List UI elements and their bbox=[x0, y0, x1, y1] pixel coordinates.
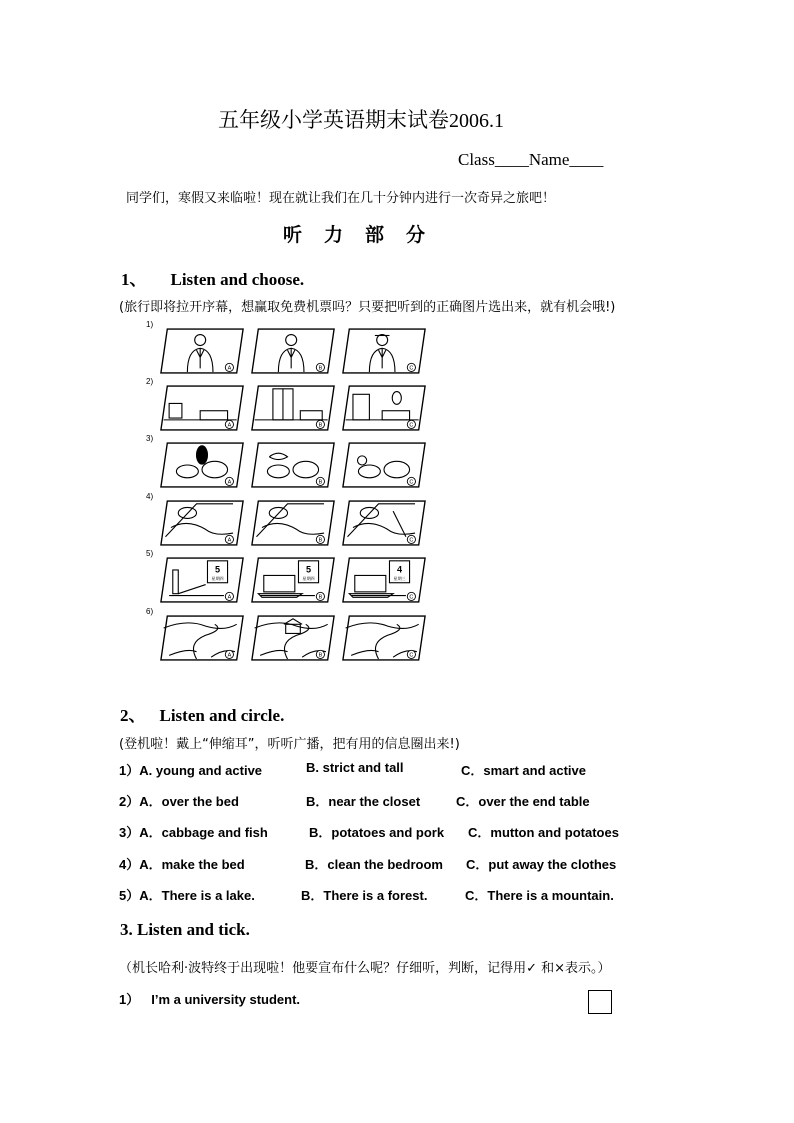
option-letter: A bbox=[227, 652, 232, 659]
section2-title: Listen and circle. bbox=[159, 706, 285, 725]
section2-instruction: (登机啦！戴上“伸缩耳”，听听广播，把有用的信息圈出来!) bbox=[119, 737, 460, 752]
option-c[interactable]: C．put away the clothes bbox=[466, 857, 617, 872]
picture-option-b[interactable] bbox=[251, 613, 335, 663]
picture-row-number: 6) bbox=[146, 607, 154, 616]
picture-option-b[interactable] bbox=[251, 440, 335, 490]
option-b[interactable]: B．clean the bedroom bbox=[305, 857, 443, 872]
tick-item-1 bbox=[119, 989, 300, 1008]
section1-instruction: (旅行即将拉开序幕，想赢取免费机票吗？只要把听到的正确图片选出来，就有机会哦!) bbox=[119, 300, 616, 315]
option-b[interactable]: B．There is a forest. bbox=[301, 888, 428, 903]
picture-row-2 bbox=[146, 377, 430, 433]
picture-row-3 bbox=[146, 434, 430, 490]
statement-text: I’m a university student. bbox=[151, 992, 301, 1007]
picture-option-a[interactable] bbox=[160, 555, 244, 605]
picture-row-5 bbox=[146, 549, 430, 605]
section3-heading: 3. Listen and tick. bbox=[120, 920, 250, 939]
option-c[interactable]: C．mutton and potatoes bbox=[468, 825, 619, 840]
option-b[interactable]: B．near the closet bbox=[306, 794, 421, 809]
picture-row-number: 3) bbox=[146, 434, 154, 443]
option-letter: B bbox=[318, 594, 323, 601]
picture-option-a[interactable] bbox=[160, 498, 244, 548]
section3-instruction: （机长哈利·波特终于出现啦！他要宣布什么呢？仔细听，判断，记得用✓ 和×表示。） bbox=[119, 961, 611, 976]
calendar-day-number: 4 bbox=[396, 564, 403, 575]
picture-row-4 bbox=[146, 492, 430, 548]
option-letter: C bbox=[409, 594, 414, 601]
picture-option-c[interactable] bbox=[342, 613, 426, 663]
picture-option-b[interactable] bbox=[251, 555, 335, 605]
picture-row-number: 1) bbox=[146, 320, 154, 329]
option-b[interactable]: B. strict and tall bbox=[306, 760, 404, 775]
option-letter: A bbox=[227, 365, 232, 372]
section2-heading bbox=[120, 701, 284, 726]
option-letter: C bbox=[409, 365, 414, 372]
circle-item-1 bbox=[119, 760, 262, 779]
item-number: 5） bbox=[119, 888, 140, 903]
option-letter: A bbox=[227, 422, 232, 429]
class-name-line: Class____Name____ bbox=[458, 150, 604, 169]
item-number: 1） bbox=[119, 992, 140, 1007]
option-letter: B bbox=[318, 537, 323, 544]
option-letter: B bbox=[318, 365, 323, 372]
option-letter: C bbox=[409, 652, 414, 659]
option-c[interactable]: C．over the end table bbox=[456, 794, 590, 809]
calendar-weekday: 星期三 bbox=[393, 576, 406, 581]
option-c[interactable]: C．There is a mountain. bbox=[465, 888, 614, 903]
picture-option-a[interactable] bbox=[160, 383, 244, 433]
section1-number: 1、 bbox=[121, 270, 147, 289]
option-b[interactable]: B．potatoes and pork bbox=[309, 825, 445, 840]
option-letter: B bbox=[318, 652, 323, 659]
option-a[interactable]: A．make the bed bbox=[139, 857, 245, 872]
picture-option-b[interactable] bbox=[251, 498, 335, 548]
picture-row-6 bbox=[146, 607, 430, 663]
option-letter: C bbox=[409, 479, 414, 486]
greeting: 同学们，寒假又来临啦！现在就让我们在几十分钟内进行一次奇异之旅吧！ bbox=[126, 191, 556, 206]
circle-item-4 bbox=[119, 854, 245, 873]
option-a[interactable]: A．over the bed bbox=[139, 794, 239, 809]
section1-title: Listen and choose. bbox=[170, 270, 305, 289]
option-c[interactable]: C．smart and active bbox=[461, 763, 586, 778]
option-a[interactable]: A．cabbage and fish bbox=[139, 825, 268, 840]
calendar-day-number: 5 bbox=[305, 564, 312, 575]
tick-answer-box[interactable] bbox=[588, 990, 612, 1014]
circle-item-5 bbox=[119, 885, 255, 904]
picture-option-c[interactable] bbox=[342, 383, 426, 433]
option-letter: A bbox=[227, 537, 232, 544]
picture-option-a[interactable] bbox=[160, 326, 244, 376]
listening-part-heading: 听力部分 bbox=[283, 224, 448, 246]
option-letter: A bbox=[227, 479, 232, 486]
item-number: 3） bbox=[119, 825, 140, 840]
option-a[interactable]: A．There is a lake. bbox=[139, 888, 255, 903]
option-letter: C bbox=[409, 537, 414, 544]
option-letter: B bbox=[318, 479, 323, 486]
picture-option-c[interactable] bbox=[342, 555, 426, 605]
page-title bbox=[218, 104, 504, 134]
picture-option-c[interactable] bbox=[342, 326, 426, 376]
item-number: 1） bbox=[119, 763, 140, 778]
picture-option-b[interactable] bbox=[251, 383, 335, 433]
picture-option-a[interactable] bbox=[160, 440, 244, 490]
picture-option-c[interactable] bbox=[342, 498, 426, 548]
section2-number: 2、 bbox=[120, 706, 146, 725]
option-letter: C bbox=[409, 422, 414, 429]
section1-heading bbox=[121, 265, 304, 290]
option-a[interactable]: A. young and active bbox=[139, 763, 263, 778]
option-letter: A bbox=[227, 594, 232, 601]
picture-row-number: 4) bbox=[146, 492, 154, 501]
item-number: 2） bbox=[119, 794, 140, 809]
picture-row-number: 5) bbox=[146, 549, 154, 558]
calendar-weekday: 星期四 bbox=[211, 576, 224, 581]
option-letter: B bbox=[318, 422, 323, 429]
picture-row-number: 2) bbox=[146, 377, 154, 386]
circle-item-2 bbox=[119, 791, 239, 810]
item-number: 4） bbox=[119, 857, 140, 872]
picture-option-b[interactable] bbox=[251, 326, 335, 376]
title-text: 五年级小学英语期末试卷 bbox=[218, 108, 449, 132]
title-year: 2006.1 bbox=[449, 110, 504, 132]
calendar-day-number: 5 bbox=[214, 564, 221, 575]
picture-row-1 bbox=[146, 320, 430, 376]
circle-item-3 bbox=[119, 822, 268, 841]
picture-option-c[interactable] bbox=[342, 440, 426, 490]
picture-option-a[interactable] bbox=[160, 613, 244, 663]
calendar-weekday: 星期四 bbox=[302, 576, 315, 581]
